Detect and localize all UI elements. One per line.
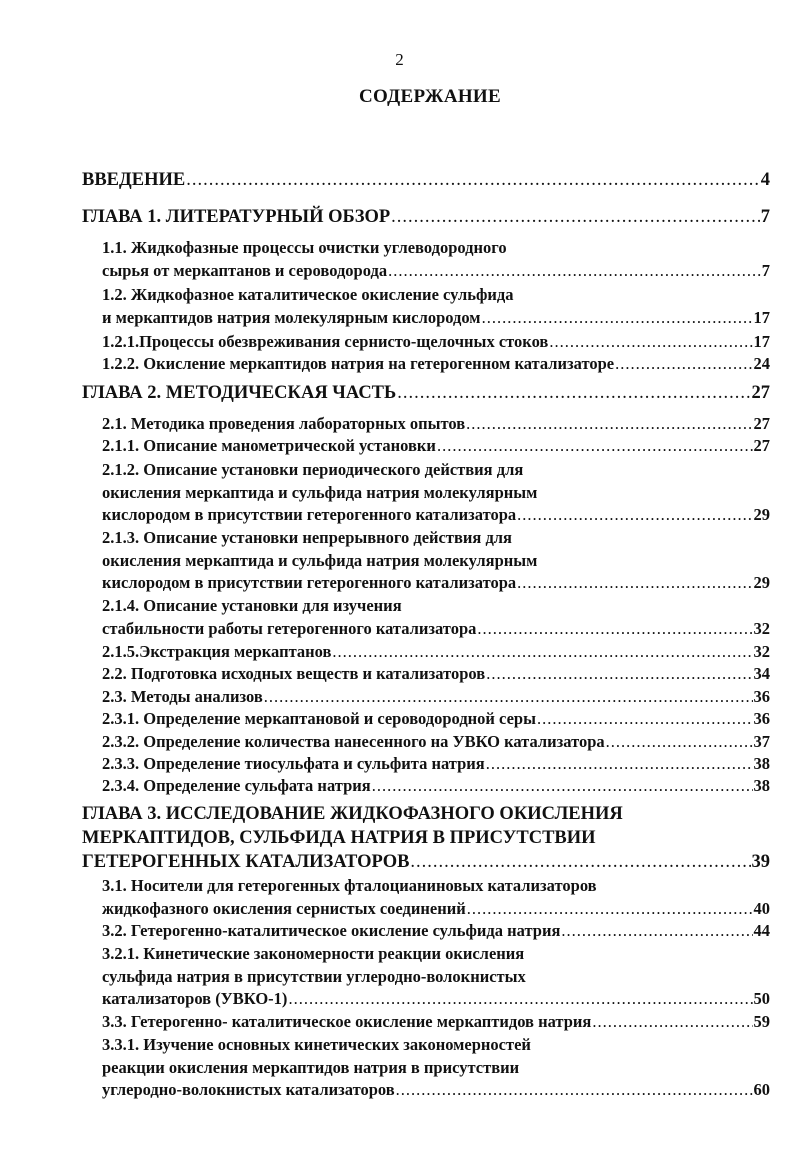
toc-entry-text: 2.3.1. Определение меркаптановой и сероводородной серы — [102, 709, 536, 728]
dot-leader — [517, 572, 752, 594]
toc-entry-last-line — [102, 753, 770, 775]
toc-entry-text: стабильности работы гетерогенного катализатора — [102, 618, 477, 638]
dot-leader — [482, 307, 753, 329]
toc-entry-text: и меркаптидов натрия молекулярным кислородом — [102, 307, 481, 327]
toc-entry-last-line — [102, 988, 770, 1010]
toc-entry-last-line — [102, 260, 770, 282]
dot-leader — [388, 260, 761, 282]
toc-page-number: 4 — [760, 170, 770, 190]
toc-entry-line — [102, 550, 537, 572]
toc-entry-text: кислородом в присутствии гетерогенного катализатора — [102, 505, 517, 524]
toc-entry-text: 3.1. Носители для гетерогенных фталоцианиновых катализаторов — [102, 876, 597, 895]
toc-entry-text: 2.2. Подготовка исходных веществ и катализаторов — [102, 664, 486, 683]
toc-entry-last-line — [102, 1079, 770, 1101]
toc-entry-last-line — [102, 731, 770, 753]
toc-page-number: 7 — [760, 207, 770, 227]
toc-entry-last-line — [82, 206, 770, 228]
toc-entry-last-line — [82, 169, 770, 191]
toc-page-number: 38 — [753, 754, 770, 773]
toc-entry-last-line — [102, 618, 770, 640]
toc-entry-text: МЕРКАПТИДОВ, СУЛЬФИДА НАТРИЯ В ПРИСУТСТВИИ — [82, 828, 596, 848]
dot-leader — [332, 641, 752, 663]
toc-entry-line — [102, 1034, 531, 1056]
dot-leader — [486, 663, 752, 685]
toc-entry-text: 1.2.1.Процессы обезвреживания сернисто-щелочных стоков — [102, 332, 549, 351]
dot-leader — [467, 898, 753, 920]
toc-page-number: 29 — [753, 573, 770, 592]
toc-entry-last-line — [102, 775, 770, 797]
toc-entry-last-line — [102, 435, 770, 457]
toc-entry-text: ГЛАВА 2. МЕТОДИЧЕСКАЯ ЧАСТЬ — [82, 383, 397, 403]
dot-leader — [517, 504, 752, 526]
toc-page-number: 7 — [761, 260, 770, 280]
toc-page-number: 36 — [753, 687, 770, 706]
toc-entry-last-line — [102, 898, 770, 920]
page-number: 2 — [395, 50, 404, 69]
toc-entry-last-line — [82, 382, 770, 404]
toc-entry-last-line — [102, 1011, 770, 1033]
toc-entry-line — [82, 827, 596, 849]
toc-entry-last-line — [102, 504, 770, 526]
toc-page-number: 29 — [753, 505, 770, 524]
toc-entry-line — [102, 1057, 519, 1079]
toc-entry-text: 3.2. Гетерогенно-каталитическое окисление сульфида натрия — [102, 921, 561, 940]
toc-page-number: 17 — [753, 332, 770, 351]
toc-entry-text: 2.1.2. Описание установки периодического действия для — [102, 460, 524, 479]
toc-entry-last-line — [102, 331, 770, 353]
toc-entry-text: 3.2.1. Кинетические закономерности реакции окисления — [102, 944, 525, 963]
toc-entry-text: 3.3. Гетерогенно- каталитическое окисление меркаптидов натрия — [102, 1012, 592, 1031]
toc-entry-text: 2.1.4. Описание установки для изучения — [102, 596, 402, 615]
dot-leader — [606, 731, 753, 753]
toc-page-number: 37 — [753, 732, 770, 751]
toc-entry-line — [102, 459, 523, 481]
toc-page-number: 32 — [753, 642, 770, 661]
toc-entry-text: 2.3.3. Определение тиосульфата и сульфита натрия — [102, 754, 485, 773]
toc-entry-text: 1.1. Жидкофазные процессы очистки углеводородного — [102, 238, 507, 257]
toc-page-number: 50 — [753, 989, 770, 1008]
toc-entry-text: 2.1.3. Описание установки непрерывного действия для — [102, 528, 512, 547]
toc-entry-line — [102, 595, 402, 617]
toc-entry-text: кислородом в присутствии гетерогенного катализатора — [102, 573, 517, 592]
dot-leader — [396, 1079, 753, 1101]
toc-page-number: 27 — [753, 436, 770, 455]
toc-page-number: 39 — [751, 852, 770, 872]
toc-entry-line — [102, 875, 597, 897]
dot-leader — [561, 920, 752, 942]
toc-entry-last-line — [102, 663, 770, 685]
toc-entry-last-line — [102, 413, 770, 435]
toc-page-number: 60 — [753, 1080, 770, 1099]
toc-entry-text: ГЛАВА 3. ИССЛЕДОВАНИЕ ЖИДКОФАЗНОГО ОКИСЛЕНИЯ — [82, 804, 623, 824]
toc-entry-line — [102, 237, 507, 259]
toc-entry-line — [102, 284, 513, 306]
toc-entry-last-line — [102, 920, 770, 942]
toc-entry-last-line — [102, 307, 770, 329]
toc-entry-text: ВВЕДЕНИЕ — [82, 170, 186, 190]
toc-entry-last-line — [102, 641, 770, 663]
toc-entry-text: реакции окисления меркаптидов натрия в присутствии — [102, 1057, 520, 1077]
toc-entry-text: 1.2. Жидкофазное каталитическое окисление сульфида — [102, 285, 514, 304]
toc-entry-text: окисления меркаптида и сульфида натрия молекулярным — [102, 482, 538, 502]
toc-title: СОДЕРЖАНИЕ — [359, 86, 501, 107]
toc-entry-line — [102, 966, 526, 988]
toc-entry-text: 3.3.1. Изучение основных кинетических закономерностей — [102, 1035, 531, 1054]
toc-entry-last-line — [102, 353, 770, 375]
toc-entry-text: 2.3.4. Определение сульфата натрия — [102, 776, 371, 795]
toc-entry-last-line — [102, 572, 770, 594]
toc-page-number: 59 — [753, 1012, 770, 1031]
toc-entry-line — [102, 527, 512, 549]
toc-entry-text: 2.3.2. Определение количества нанесенного на УВКО катализатора — [102, 732, 605, 751]
dot-leader — [410, 851, 750, 873]
toc-entry-text: углеродно-волокнистых катализаторов — [102, 1080, 395, 1099]
dot-leader — [592, 1011, 752, 1033]
toc-page-number: 27 — [751, 383, 770, 403]
toc-entry-line — [82, 803, 623, 825]
toc-page-number: 44 — [753, 921, 770, 940]
dot-leader — [397, 382, 750, 404]
toc-entry-text: жидкофазного окисления сернистых соединений — [102, 898, 466, 918]
toc-page-number: 32 — [753, 618, 770, 638]
dot-leader — [486, 753, 753, 775]
toc-entry-text: ГЕТЕРОГЕННЫХ КАТАЛИЗАТОРОВ — [82, 852, 410, 872]
dot-leader — [437, 435, 753, 457]
toc-entry-text: ГЛАВА 1. ЛИТЕРАТУРНЫЙ ОБЗОР — [82, 207, 391, 227]
dot-leader — [264, 686, 753, 708]
toc-page-number: 24 — [753, 354, 770, 373]
dot-leader — [466, 413, 752, 435]
dot-leader — [477, 618, 752, 640]
toc-page-number: 36 — [753, 709, 770, 728]
toc-entry-text: 2.1.1. Описание манометрической установки — [102, 436, 436, 455]
toc-entry-text: сырья от меркаптанов и сероводорода — [102, 260, 388, 280]
toc-entry-text: катализаторов (УВКО-1) — [102, 989, 288, 1008]
dot-leader — [288, 988, 752, 1010]
toc-entry-text: 2.1. Методика проведения лабораторных опытов — [102, 414, 466, 433]
toc-entry-line — [102, 482, 537, 504]
dot-leader — [549, 331, 752, 353]
toc-page-number: 17 — [753, 307, 770, 327]
toc-entry-last-line — [82, 851, 770, 873]
dot-leader — [186, 169, 760, 191]
toc-entry-text: 2.3. Методы анализов — [102, 687, 263, 706]
toc-entry-line — [102, 943, 524, 965]
toc-page-number: 34 — [753, 664, 770, 683]
toc-entry-text: 2.1.5.Экстракция меркаптанов — [102, 642, 332, 661]
toc-entry-text: 1.2.2. Окисление меркаптидов натрия на гетерогенном катализаторе — [102, 354, 615, 373]
toc-entry-last-line — [102, 708, 770, 730]
dot-leader — [391, 206, 760, 228]
dot-leader — [537, 708, 753, 730]
dot-leader — [372, 775, 753, 797]
dot-leader — [615, 353, 752, 375]
toc-entry-last-line — [102, 686, 770, 708]
toc-entry-text: сульфида натрия в присутствии углеродно-волокнистых — [102, 966, 526, 986]
toc-entry-text: окисления меркаптида и сульфида натрия молекулярным — [102, 550, 538, 570]
toc-page-number: 27 — [753, 414, 770, 433]
toc-page-number: 40 — [753, 898, 770, 918]
toc-page-number: 38 — [753, 776, 770, 795]
